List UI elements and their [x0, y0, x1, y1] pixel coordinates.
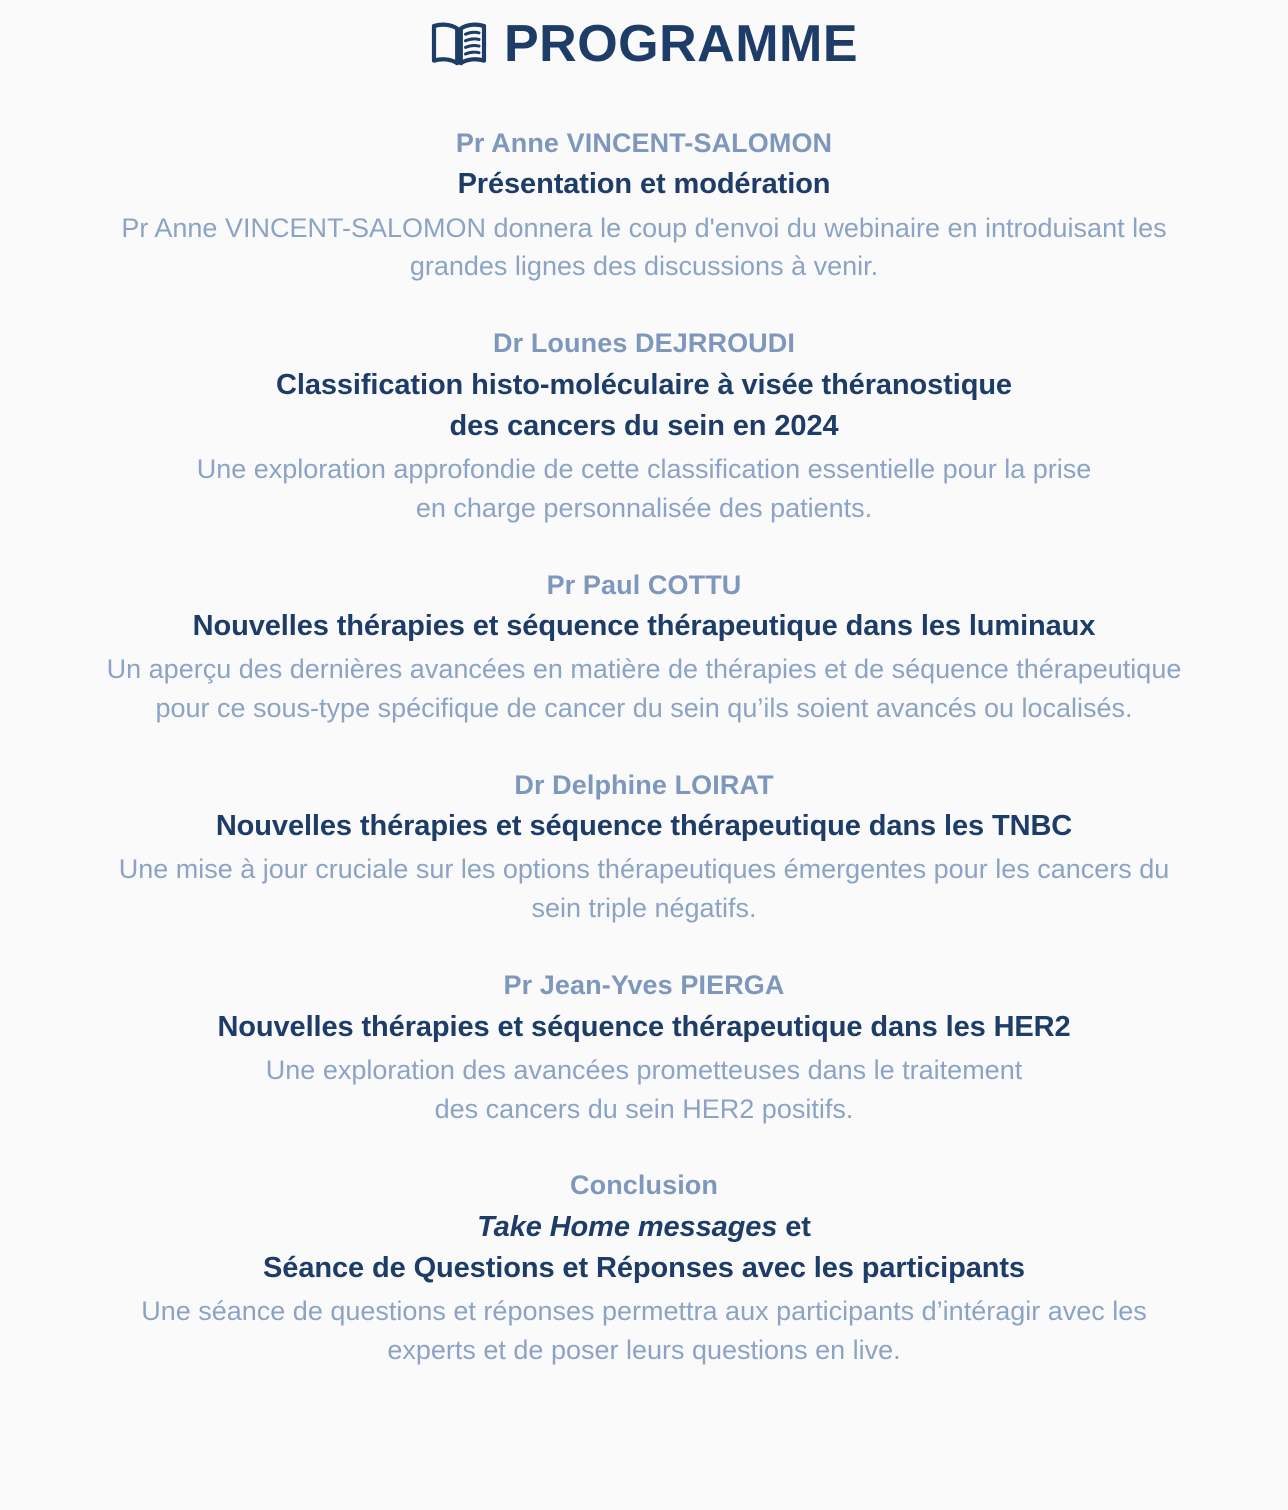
programme-item	[30, 124, 1258, 286]
conclusion-title-italic: Take Home messages	[477, 1210, 778, 1243]
speaker-name: Dr Lounes DEJRROUDI	[493, 328, 795, 359]
speaker-name: Pr Jean-Yves PIERGA	[503, 970, 785, 1001]
talk-description	[30, 850, 1258, 928]
open-book-icon	[430, 19, 488, 69]
page-title: PROGRAMME	[503, 15, 859, 73]
talk-description	[30, 650, 1258, 728]
talk-title-line1: Présentation et modération	[457, 168, 831, 201]
speaker-name: Pr Paul COTTU	[546, 569, 742, 600]
speaker-name: Dr Delphine LOIRAT	[514, 769, 774, 800]
talk-description	[30, 1051, 1258, 1129]
talk-title	[30, 806, 1258, 847]
talk-description-line2: pour ce sous-type spécifique de cancer du sein qu’ils soient avancés ou localisés.	[155, 693, 1133, 724]
talk-title	[30, 164, 1258, 205]
page-header	[430, 15, 859, 73]
talk-title-line2: des cancers du sein en 2024	[449, 409, 839, 442]
talk-description-line2: en charge personnalisée des patients.	[415, 492, 873, 523]
programme-item	[30, 766, 1258, 928]
conclusion-label: Conclusion	[570, 1170, 718, 1201]
talk-description-line1: Un aperçu des dernières avancées en matière de thérapies et de séquence thérapeutique	[106, 654, 1182, 685]
programme-item	[30, 324, 1258, 527]
talk-description-line1: Une exploration approfondie de cette classification essentielle pour la prise	[196, 453, 1092, 484]
talk-title	[30, 1007, 1258, 1048]
talk-title	[30, 365, 1258, 447]
talk-description-line1: Pr Anne VINCENT-SALOMON donnera le coup d'envoi du webinaire en introduisant les	[121, 212, 1167, 243]
conclusion-description	[30, 1292, 1258, 1370]
talk-title-line1: Nouvelles thérapies et séquence thérapeutique dans les HER2	[217, 1010, 1071, 1043]
conclusion-title-line1	[30, 1207, 1258, 1248]
programme-list	[30, 124, 1258, 1370]
talk-description	[30, 209, 1258, 287]
programme-item	[30, 566, 1258, 728]
programme-item	[30, 966, 1258, 1128]
conclusion-description-line2: experts et de poser leurs questions en live.	[387, 1334, 901, 1365]
conclusion-description-line1: Une séance de questions et réponses permettra aux participants d’intéragir avec les	[141, 1296, 1147, 1327]
talk-description-line2: grandes lignes des discussions à venir.	[409, 251, 879, 282]
talk-title-line1: Nouvelles thérapies et séquence thérapeutique dans les luminaux	[192, 610, 1096, 642]
conclusion-title	[30, 1207, 1258, 1289]
conclusion-title-line2: Séance de Questions et Réponses avec les participants	[263, 1251, 1025, 1284]
programme-conclusion	[30, 1166, 1258, 1369]
talk-description	[30, 450, 1258, 528]
talk-title	[30, 606, 1258, 647]
talk-title-line1: Nouvelles thérapies et séquence thérapeutique dans les TNBC	[215, 810, 1073, 843]
conclusion-title-rest: et	[777, 1210, 811, 1243]
talk-description-line2: sein triple négatifs.	[531, 893, 757, 924]
talk-description-line1: Une exploration des avancées prometteuses dans le traitement	[265, 1054, 1023, 1085]
talk-description-line2: des cancers du sein HER2 positifs.	[434, 1093, 854, 1124]
talk-description-line1: Une mise à jour cruciale sur les options thérapeutiques émergentes pour les cancers du	[118, 854, 1170, 885]
talk-title-line1: Classification histo-moléculaire à visée théranostique	[276, 368, 1012, 401]
speaker-name: Pr Anne VINCENT-SALOMON	[455, 128, 833, 158]
